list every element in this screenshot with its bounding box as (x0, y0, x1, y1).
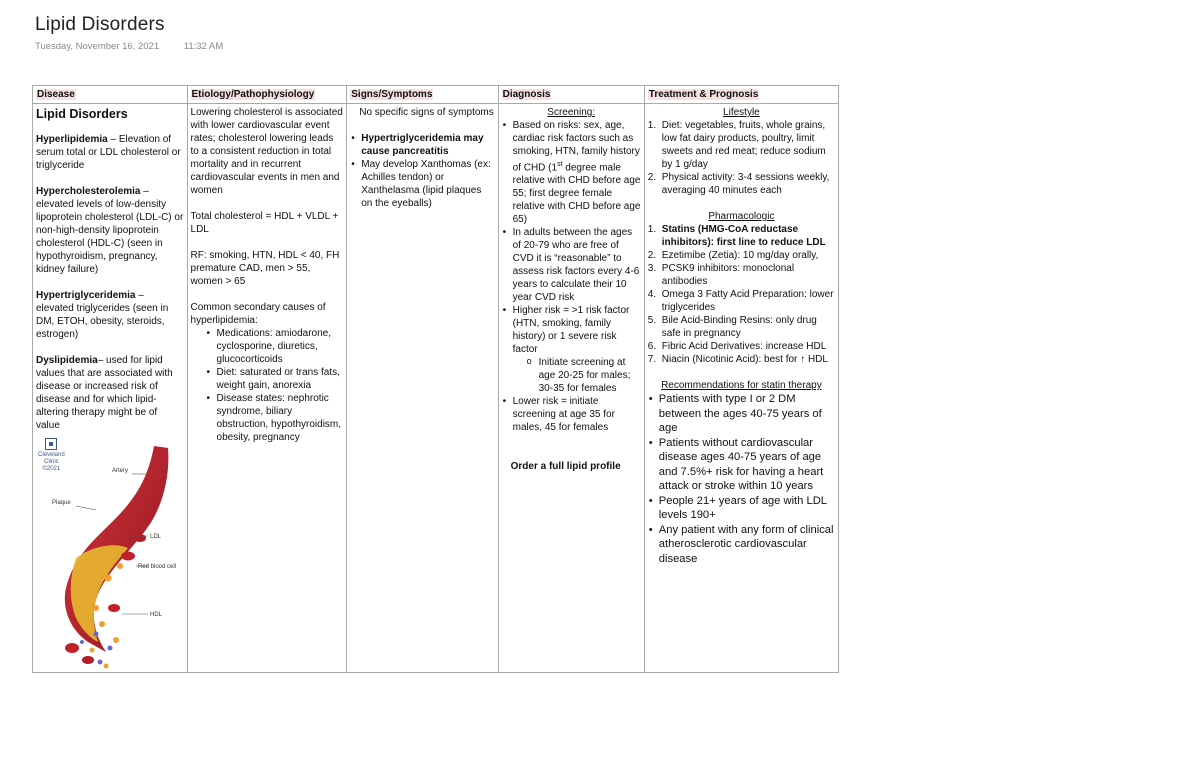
lifestyle-heading: Lifestyle (723, 107, 760, 118)
header-disease: Disease (33, 86, 188, 104)
treatment-cell (644, 104, 838, 673)
page-time: 11:32 AM (183, 41, 224, 52)
list-item: • Medications: amiodarone, cyclosporine, diuretics, glucocorticoids (217, 327, 344, 366)
pharmacologic-heading: Pharmacologic (708, 211, 775, 222)
label-artery: Artery (112, 468, 129, 474)
statin-recommendations-list (648, 392, 835, 566)
list-item: 5. Bile Acid-Binding Resins: only drug safe in pregnancy (647, 315, 817, 339)
signs-intro: No specific signs of symptoms (359, 107, 494, 118)
list-item: 1. Diet: vegetables, fruits, whole grains, low fat dairy products, poultry, limit sweets and red meat; reduce sodium by 1 g/day (647, 120, 826, 170)
secondary-causes-list (191, 327, 344, 444)
page-title: Lipid Disorders (35, 14, 165, 35)
label-ldl: LDL (150, 534, 162, 540)
statin-recommendations-heading: Recommendations for statin therapy (661, 380, 822, 391)
screening-heading: Screening: (547, 107, 596, 118)
list-item: 3. PCSK9 inhibitors: monoclonal antibodies (647, 263, 795, 287)
etiology-p2: Total cholesterol = HDL + VLDL + LDL (190, 211, 339, 235)
signs-cell (347, 104, 498, 673)
hyperlipidemia-def: Hyperlipidemia – Elevation of serum total or LDL cholesterol or triglyceride (36, 134, 181, 171)
dyslipidemia-def: Dyslipidemia– used for lipid values that are associated with disease or increased risk of disease and for which lipid-altering therapy might be of value (36, 355, 173, 431)
list-item: • Diet: saturated or trans fats, weight gain, anorexia (217, 366, 344, 392)
hypercholesterolemia-def: Hypercholesterolemia – elevated levels of low-density lipoprotein cholesterol (LDL-C) or non-high-density lipoprotein cholesterol (HDL-C) (seen in hypothyroidism, pregnancy, kidney failure) (36, 186, 184, 275)
header-signs: Signs/Symptoms (347, 86, 498, 104)
list-item: 4. Omega 3 Fatty Acid Preparation: lower triglycerides (647, 289, 834, 313)
artery-illustration (36, 438, 182, 670)
list-item: • In adults between the ages of 20-79 who are free of CVD it is “reasonable” to assess risk factors every 4-6 years to calculate their 10 year CVD risk (513, 226, 641, 304)
header-row (33, 86, 839, 104)
list-item: 2. Physical activity: 3-4 sessions weekly, averaging 40 minutes each (647, 172, 830, 196)
hdl-particle (94, 632, 99, 637)
ldl-particle (105, 575, 112, 582)
header-etiology: Etiology/Pathophysiology (187, 86, 347, 104)
diagnosis-cell (498, 104, 644, 673)
list-item: o Initiate screening at age 20-25 for males; 30-35 for females (539, 356, 641, 395)
ldl-particle (117, 563, 123, 569)
list-item: • People 21+ years of age with LDL levels 190+ (659, 494, 835, 523)
list-item: • Lower risk = initiate screening at age 35 for males, 45 for females (513, 395, 641, 434)
ldl-particle (93, 605, 99, 611)
red-blood-cell (65, 643, 79, 653)
pharmacologic-list (648, 223, 835, 366)
lipid-table (32, 85, 839, 673)
list-item: • May develop Xanthomas (ex: Achilles tendon) or Xanthelasma (lipid plaques on the eyeballs) (361, 158, 494, 210)
page-meta (35, 41, 245, 52)
hdl-particle (80, 640, 84, 644)
hdl-particle (98, 660, 103, 665)
list-item: 2. Ezetimibe (Zetia): 10 mg/day orally, (647, 250, 819, 261)
header-diagnosis: Diagnosis (498, 86, 644, 104)
sub-list (513, 356, 641, 395)
cleveland-clinic-logo: Cleveland Clinic ©2021 (38, 438, 65, 473)
list-item: • Any patient with any form of clinical atherosclerotic cardiovascular disease (659, 523, 835, 567)
red-blood-cell (121, 552, 135, 561)
red-blood-cell (82, 656, 94, 664)
body-row (33, 104, 839, 673)
header-treatment: Treatment & Prognosis (644, 86, 838, 104)
label-hdl: HDL (150, 612, 163, 618)
ldl-particle (99, 621, 105, 627)
label-red-blood-cell: Red blood cell (138, 564, 177, 570)
list-item: • Patients without cardiovascular disease ages 40-75 years of age and 7.5%+ risk for having a heart attack or stroke within 10 years (659, 436, 835, 494)
screening-list (502, 119, 641, 434)
list-item: • Patients with type I or 2 DM between the ages 40-75 years of age (659, 392, 835, 436)
list-item: • Higher risk = >1 risk factor (HTN, smoking, family history) or 1 severe risk factor o Initiate screening at age 20-25 for males; 30-35 for females (513, 304, 641, 395)
page-date: Tuesday, November 16, 2021 (35, 41, 160, 52)
hdl-particle (108, 646, 113, 651)
disease-heading: Lipid Disorders (36, 107, 128, 121)
disease-cell (33, 104, 188, 673)
label-plaque: Plaque (52, 500, 71, 506)
list-item: • Disease states: nephrotic syndrome, biliary obstruction, hypothyroidism, obesity, pregnancy (217, 392, 344, 444)
red-blood-cell (108, 604, 120, 612)
list-item: • Based on risks: sex, age, cardiac risk factors such as smoking, HTN, family history of CHD (1st degree male relative with CHD before age 55; first degree female relative with CHD before age 65) (513, 119, 641, 226)
list-item: 6. Fibric Acid Derivatives: increase HDL (647, 341, 827, 352)
etiology-p3: RF: smoking, HTN, HDL < 40, FH premature CAD, men > 55, women > 65 (190, 250, 340, 287)
list-item: 1. Statins (HMG-CoA reductase inhibitors): first line to reduce LDL (647, 224, 826, 248)
etiology-p1: Lowering cholesterol is associated with lower cardiovascular event rates; cholesterol lowering leads to a consistent reduction in total mortality and in recurrent cardiovascular events in men and women (190, 107, 343, 196)
order-lipid-profile: Order a full lipid profile (510, 461, 621, 473)
list-item: 7. Niacin (Nicotinic Acid): best for ↑ HDL (647, 354, 828, 365)
lifestyle-list (648, 119, 835, 197)
red-blood-cell (134, 534, 146, 542)
signs-list (350, 132, 494, 210)
list-item: • Hypertriglyceridemia may cause pancreatitis (361, 132, 494, 158)
etiology-p4: Common secondary causes of hyperlipidemia: (190, 302, 326, 326)
etiology-cell (187, 104, 347, 673)
artery-diagram (36, 438, 182, 670)
hypertriglyceridemia-def: Hypertriglyceridemia – elevated triglycerides (seen in DM, ETOH, obesity, steroids, estrogen) (36, 290, 169, 340)
